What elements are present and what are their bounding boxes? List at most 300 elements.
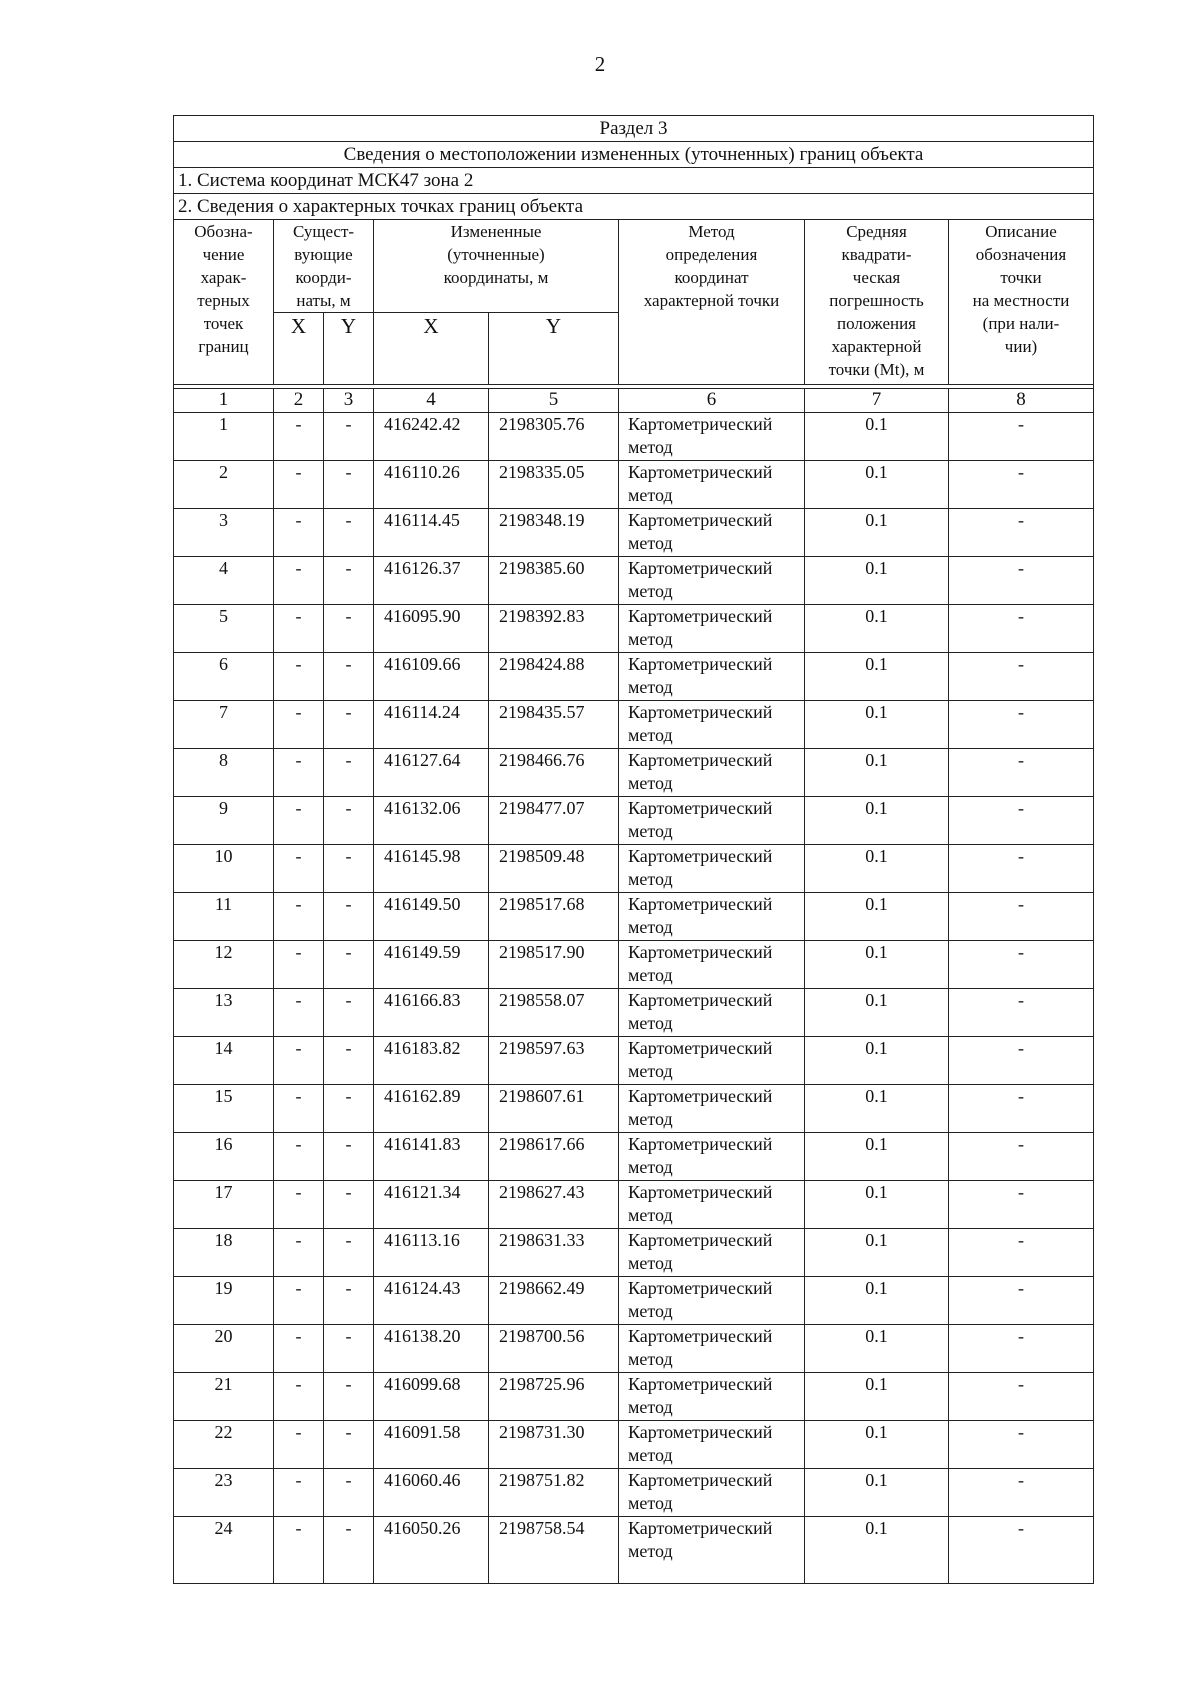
- error-mt: 0.1: [805, 797, 949, 845]
- method: [619, 653, 805, 701]
- changed-x: 416183.82: [374, 1037, 489, 1085]
- method: [619, 1133, 805, 1181]
- error-mt: 0.1: [805, 989, 949, 1037]
- point-number: 19: [174, 1277, 274, 1325]
- description: -: [949, 893, 1094, 941]
- changed-y: 2198509.48: [489, 845, 619, 893]
- header-line: Сущест-: [292, 222, 355, 241]
- coordinates-table: [173, 115, 1094, 1584]
- method-line: Картометрический: [628, 1422, 773, 1442]
- error-mt: 0.1: [805, 1517, 949, 1584]
- header-description: [949, 220, 1094, 385]
- method-line: метод: [628, 965, 673, 985]
- method: [619, 1469, 805, 1517]
- method-line: метод: [628, 581, 673, 601]
- method-line: Картометрический: [628, 654, 773, 674]
- error-mt: 0.1: [805, 941, 949, 989]
- header-changed-coords: [374, 220, 619, 313]
- header-line: обозначения: [975, 245, 1067, 264]
- changed-y: 2198392.83: [489, 605, 619, 653]
- method-line: Картометрический: [628, 1278, 773, 1298]
- header-line: чии): [1004, 337, 1038, 356]
- description: -: [949, 413, 1094, 461]
- header-line: Обозна-: [194, 222, 253, 241]
- method: [619, 1517, 805, 1584]
- changed-y: 2198517.90: [489, 941, 619, 989]
- existing-x: -: [274, 1277, 324, 1325]
- existing-x: -: [274, 1469, 324, 1517]
- header-existing-coords: [274, 220, 374, 313]
- table-row: [174, 1133, 1094, 1181]
- column-number: 3: [324, 389, 374, 413]
- error-mt: 0.1: [805, 557, 949, 605]
- point-number: 10: [174, 845, 274, 893]
- changed-y: 2198335.05: [489, 461, 619, 509]
- method: [619, 1373, 805, 1421]
- existing-y: -: [324, 1325, 374, 1373]
- method-line: Картометрический: [628, 1374, 773, 1394]
- method-line: метод: [628, 1493, 673, 1513]
- table-row: [174, 1181, 1094, 1229]
- changed-y: 2198477.07: [489, 797, 619, 845]
- method: [619, 1229, 805, 1277]
- method-line: метод: [628, 1253, 673, 1273]
- header-line: границ: [198, 337, 249, 356]
- method: [619, 557, 805, 605]
- error-mt: 0.1: [805, 413, 949, 461]
- method-line: Картометрический: [628, 1134, 773, 1154]
- changed-y: 2198751.82: [489, 1469, 619, 1517]
- error-mt: 0.1: [805, 1325, 949, 1373]
- changed-x: 416113.16: [374, 1229, 489, 1277]
- method-line: Картометрический: [628, 1470, 773, 1490]
- section-subtitle: Сведения о местоположении измененных (уточненных) границ объекта: [174, 142, 1094, 168]
- point-number: 2: [174, 461, 274, 509]
- header-line: Средняя: [846, 222, 907, 241]
- existing-x: -: [274, 845, 324, 893]
- existing-x: -: [274, 701, 324, 749]
- method: [619, 605, 805, 653]
- header-line: координат: [674, 268, 749, 287]
- table-row: [174, 941, 1094, 989]
- existing-x: -: [274, 1085, 324, 1133]
- point-number: 20: [174, 1325, 274, 1373]
- existing-x: -: [274, 1517, 324, 1584]
- description: -: [949, 461, 1094, 509]
- header-line: положения: [836, 314, 916, 333]
- existing-x: -: [274, 989, 324, 1037]
- existing-x: -: [274, 797, 324, 845]
- method-line: метод: [628, 773, 673, 793]
- existing-x: -: [274, 1229, 324, 1277]
- column-number: 2: [274, 389, 324, 413]
- changed-x: 416109.66: [374, 653, 489, 701]
- existing-y: -: [324, 893, 374, 941]
- changed-y: 2198435.57: [489, 701, 619, 749]
- header-line: терных: [197, 291, 250, 310]
- point-number: 21: [174, 1373, 274, 1421]
- changed-x: 416149.50: [374, 893, 489, 941]
- changed-y: 2198617.66: [489, 1133, 619, 1181]
- method-line: Картометрический: [628, 1326, 773, 1346]
- changed-x: 416050.26: [374, 1517, 489, 1584]
- header-line: характерной точки: [643, 291, 780, 310]
- existing-x: -: [274, 1181, 324, 1229]
- error-mt: 0.1: [805, 509, 949, 557]
- column-number: 1: [174, 389, 274, 413]
- existing-x: -: [274, 1325, 324, 1373]
- error-mt: 0.1: [805, 1133, 949, 1181]
- existing-y: -: [324, 1373, 374, 1421]
- method-line: Картометрический: [628, 606, 773, 626]
- description: -: [949, 1277, 1094, 1325]
- method-line: метод: [628, 1301, 673, 1321]
- error-mt: 0.1: [805, 1277, 949, 1325]
- table-row: [174, 749, 1094, 797]
- point-number: 16: [174, 1133, 274, 1181]
- changed-x: 416141.83: [374, 1133, 489, 1181]
- method-line: Картометрический: [628, 1182, 773, 1202]
- method: [619, 845, 805, 893]
- method-line: Картометрический: [628, 942, 773, 962]
- existing-y: -: [324, 1037, 374, 1085]
- header-line: погрешность: [829, 291, 924, 310]
- table-row: [174, 893, 1094, 941]
- method-line: метод: [628, 821, 673, 841]
- section-title: Раздел 3: [174, 116, 1094, 142]
- header-line: точек: [203, 314, 244, 333]
- header-error: [805, 220, 949, 385]
- header-line: Описание: [985, 222, 1057, 241]
- header-method: [619, 220, 805, 385]
- method-line: Картометрический: [628, 510, 773, 530]
- description: -: [949, 1517, 1094, 1584]
- points-title: 2. Сведения о характерных точках границ объекта: [174, 194, 1094, 220]
- existing-y: -: [324, 653, 374, 701]
- changed-y: 2198627.43: [489, 1181, 619, 1229]
- header-designation: [174, 220, 274, 385]
- description: -: [949, 1373, 1094, 1421]
- method: [619, 461, 805, 509]
- changed-x: 416060.46: [374, 1469, 489, 1517]
- page-number: 2: [594, 52, 606, 76]
- existing-x: -: [274, 893, 324, 941]
- point-number: 9: [174, 797, 274, 845]
- description: -: [949, 1133, 1094, 1181]
- changed-y: 2198607.61: [489, 1085, 619, 1133]
- table-row: [174, 797, 1094, 845]
- table-row: [174, 1517, 1094, 1584]
- header-line: на местности: [972, 291, 1070, 310]
- changed-x: 416099.68: [374, 1373, 489, 1421]
- header-line: квадрати-: [841, 245, 912, 264]
- method: [619, 701, 805, 749]
- error-mt: 0.1: [805, 1469, 949, 1517]
- existing-y: -: [324, 1229, 374, 1277]
- header-line: вующие: [294, 245, 353, 264]
- column-number: 5: [489, 389, 619, 413]
- method-line: метод: [628, 1013, 673, 1033]
- table-row: [174, 557, 1094, 605]
- method-line: Картометрический: [628, 990, 773, 1010]
- header-line: Измененные: [450, 222, 542, 241]
- existing-y: -: [324, 1421, 374, 1469]
- changed-y: 2198348.19: [489, 509, 619, 557]
- description: -: [949, 1469, 1094, 1517]
- method-line: Картометрический: [628, 702, 773, 722]
- method-line: метод: [628, 629, 673, 649]
- changed-y: 2198700.56: [489, 1325, 619, 1373]
- method-line: метод: [628, 1349, 673, 1369]
- method-line: метод: [628, 1157, 673, 1177]
- description: -: [949, 1229, 1094, 1277]
- point-number: 5: [174, 605, 274, 653]
- header-existing-y: Y: [324, 313, 374, 385]
- error-mt: 0.1: [805, 1373, 949, 1421]
- changed-x: 416162.89: [374, 1085, 489, 1133]
- existing-x: -: [274, 653, 324, 701]
- table-row: [174, 1325, 1094, 1373]
- method-line: метод: [628, 725, 673, 745]
- header-line: (уточненные): [447, 245, 545, 264]
- description: -: [949, 797, 1094, 845]
- error-mt: 0.1: [805, 1181, 949, 1229]
- existing-x: -: [274, 605, 324, 653]
- point-number: 23: [174, 1469, 274, 1517]
- point-number: 11: [174, 893, 274, 941]
- description: -: [949, 1325, 1094, 1373]
- point-number: 3: [174, 509, 274, 557]
- method-line: метод: [628, 485, 673, 505]
- existing-y: -: [324, 413, 374, 461]
- point-number: 18: [174, 1229, 274, 1277]
- method-line: метод: [628, 869, 673, 889]
- error-mt: 0.1: [805, 1421, 949, 1469]
- changed-x: 416091.58: [374, 1421, 489, 1469]
- existing-y: -: [324, 1469, 374, 1517]
- changed-y: 2198662.49: [489, 1277, 619, 1325]
- description: -: [949, 989, 1094, 1037]
- method-line: Картометрический: [628, 798, 773, 818]
- column-number: 4: [374, 389, 489, 413]
- method-line: метод: [628, 1109, 673, 1129]
- description: -: [949, 701, 1094, 749]
- header-line: чение: [202, 245, 245, 264]
- changed-y: 2198558.07: [489, 989, 619, 1037]
- existing-y: -: [324, 1517, 374, 1584]
- header-line: Метод: [688, 222, 735, 241]
- method: [619, 1037, 805, 1085]
- column-numbers-row: [174, 389, 1094, 413]
- description: -: [949, 1421, 1094, 1469]
- method: [619, 1421, 805, 1469]
- header-line: точки (Mt), м: [828, 360, 925, 379]
- method: [619, 413, 805, 461]
- error-mt: 0.1: [805, 749, 949, 797]
- header-existing-x: X: [274, 313, 324, 385]
- header-line: коорди-: [295, 268, 352, 287]
- method-line: метод: [628, 917, 673, 937]
- table-row: [174, 1469, 1094, 1517]
- point-number: 17: [174, 1181, 274, 1229]
- point-number: 1: [174, 413, 274, 461]
- header-line: наты, м: [296, 291, 351, 310]
- existing-x: -: [274, 557, 324, 605]
- table-row: [174, 1229, 1094, 1277]
- method-line: Картометрический: [628, 414, 773, 434]
- method-line: метод: [628, 1061, 673, 1081]
- existing-y: -: [324, 1133, 374, 1181]
- method: [619, 941, 805, 989]
- error-mt: 0.1: [805, 653, 949, 701]
- table-row: [174, 605, 1094, 653]
- changed-x: 416138.20: [374, 1325, 489, 1373]
- point-number: 14: [174, 1037, 274, 1085]
- column-number: 7: [805, 389, 949, 413]
- error-mt: 0.1: [805, 461, 949, 509]
- method-line: Картометрический: [628, 1038, 773, 1058]
- table-row: [174, 989, 1094, 1037]
- table-row: [174, 461, 1094, 509]
- changed-y: 2198731.30: [489, 1421, 619, 1469]
- existing-y: -: [324, 941, 374, 989]
- existing-y: -: [324, 1085, 374, 1133]
- point-number: 13: [174, 989, 274, 1037]
- changed-x: 416127.64: [374, 749, 489, 797]
- existing-y: -: [324, 1277, 374, 1325]
- table-row: [174, 845, 1094, 893]
- description: -: [949, 653, 1094, 701]
- existing-y: -: [324, 701, 374, 749]
- existing-y: -: [324, 557, 374, 605]
- header-line: харак-: [200, 268, 247, 287]
- point-number: 6: [174, 653, 274, 701]
- method: [619, 1181, 805, 1229]
- changed-x: 416132.06: [374, 797, 489, 845]
- error-mt: 0.1: [805, 1037, 949, 1085]
- changed-y: 2198424.88: [489, 653, 619, 701]
- column-number: 6: [619, 389, 805, 413]
- point-number: 7: [174, 701, 274, 749]
- table-row: [174, 653, 1094, 701]
- error-mt: 0.1: [805, 845, 949, 893]
- method: [619, 749, 805, 797]
- header-changed-x: X: [374, 313, 489, 385]
- table-row: [174, 509, 1094, 557]
- changed-y: 2198517.68: [489, 893, 619, 941]
- description: -: [949, 605, 1094, 653]
- error-mt: 0.1: [805, 605, 949, 653]
- changed-y: 2198305.76: [489, 413, 619, 461]
- existing-y: -: [324, 797, 374, 845]
- method-line: Картометрический: [628, 462, 773, 482]
- point-number: 15: [174, 1085, 274, 1133]
- description: -: [949, 845, 1094, 893]
- point-number: 12: [174, 941, 274, 989]
- existing-x: -: [274, 1133, 324, 1181]
- method-line: метод: [628, 533, 673, 553]
- description: -: [949, 1181, 1094, 1229]
- changed-y: 2198725.96: [489, 1373, 619, 1421]
- method-line: метод: [628, 1445, 673, 1465]
- existing-y: -: [324, 845, 374, 893]
- changed-x: 416145.98: [374, 845, 489, 893]
- method-line: метод: [628, 437, 673, 457]
- description: -: [949, 941, 1094, 989]
- existing-x: -: [274, 1421, 324, 1469]
- header-line: ческая: [852, 268, 901, 287]
- table-row: [174, 1037, 1094, 1085]
- header-line: (при нали-: [982, 314, 1060, 333]
- error-mt: 0.1: [805, 893, 949, 941]
- error-mt: 0.1: [805, 1085, 949, 1133]
- changed-x: 416166.83: [374, 989, 489, 1037]
- existing-y: -: [324, 605, 374, 653]
- method: [619, 797, 805, 845]
- existing-y: -: [324, 749, 374, 797]
- description: -: [949, 509, 1094, 557]
- method: [619, 893, 805, 941]
- changed-y: 2198758.54: [489, 1517, 619, 1584]
- header-line: координаты, м: [443, 268, 549, 287]
- table-row: [174, 413, 1094, 461]
- column-number: 8: [949, 389, 1094, 413]
- header-line: определения: [665, 245, 758, 264]
- point-number: 4: [174, 557, 274, 605]
- error-mt: 0.1: [805, 1229, 949, 1277]
- table-row: [174, 701, 1094, 749]
- method: [619, 1277, 805, 1325]
- header-line: характерной: [831, 337, 922, 356]
- point-number: 22: [174, 1421, 274, 1469]
- method-line: Картометрический: [628, 1518, 773, 1538]
- description: -: [949, 1085, 1094, 1133]
- changed-x: 416095.90: [374, 605, 489, 653]
- existing-x: -: [274, 941, 324, 989]
- point-number: 24: [174, 1517, 274, 1584]
- changed-x: 416114.45: [374, 509, 489, 557]
- changed-x: 416242.42: [374, 413, 489, 461]
- changed-x: 416114.24: [374, 701, 489, 749]
- method-line: Картометрический: [628, 894, 773, 914]
- existing-x: -: [274, 413, 324, 461]
- existing-y: -: [324, 989, 374, 1037]
- changed-y: 2198597.63: [489, 1037, 619, 1085]
- method: [619, 509, 805, 557]
- existing-x: -: [274, 509, 324, 557]
- method: [619, 1085, 805, 1133]
- table-row: [174, 1085, 1094, 1133]
- description: -: [949, 1037, 1094, 1085]
- existing-x: -: [274, 461, 324, 509]
- changed-y: 2198631.33: [489, 1229, 619, 1277]
- coordinate-system: 1. Система координат МСК47 зона 2: [174, 168, 1094, 194]
- changed-x: 416110.26: [374, 461, 489, 509]
- method-line: метод: [628, 677, 673, 697]
- changed-x: 416124.43: [374, 1277, 489, 1325]
- existing-x: -: [274, 1373, 324, 1421]
- method-line: Картометрический: [628, 1230, 773, 1250]
- method: [619, 989, 805, 1037]
- method-line: Картометрический: [628, 846, 773, 866]
- table-row: [174, 1373, 1094, 1421]
- table-row: [174, 1421, 1094, 1469]
- changed-y: 2198385.60: [489, 557, 619, 605]
- point-number: 8: [174, 749, 274, 797]
- method-line: метод: [628, 1397, 673, 1417]
- existing-x: -: [274, 1037, 324, 1085]
- changed-y: 2198466.76: [489, 749, 619, 797]
